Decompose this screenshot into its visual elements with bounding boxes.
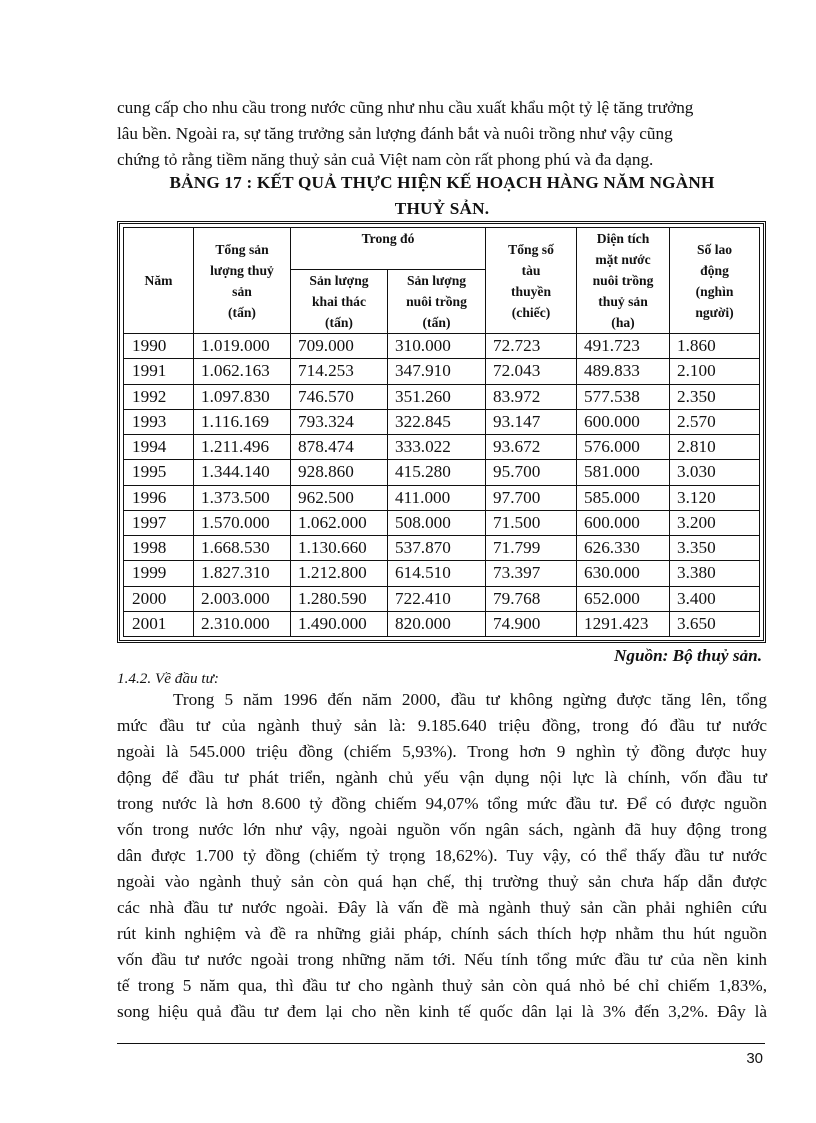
- cell-catch: 962.500: [291, 485, 388, 510]
- cell-total: 1.827.310: [194, 561, 291, 586]
- cell-boats: 93.672: [486, 435, 577, 460]
- intro-paragraph: [117, 95, 767, 173]
- header-aquaculture: Sản lượng nuôi trồng (tấn): [388, 270, 486, 334]
- cell-year: 1991: [124, 359, 194, 384]
- cell-aquaculture: 508.000: [388, 510, 486, 535]
- table-row: [124, 611, 760, 636]
- body-line: vốn trong nước lớn như vậy, ngoài nguồn vốn ngân sách, ngành đã huy động trong: [117, 820, 767, 839]
- cell-total: 1.097.830: [194, 384, 291, 409]
- body-line: rút kinh nghiệm và đề ra những giải pháp, chính sách thích hợp nhằm thu hút nguồn: [117, 924, 767, 943]
- cell-total: 1.373.500: [194, 485, 291, 510]
- cell-total: 1.116.169: [194, 409, 291, 434]
- cell-boats: 93.147: [486, 409, 577, 434]
- table-row: [124, 510, 760, 535]
- table-row: [124, 586, 760, 611]
- cell-aquaculture: 537.870: [388, 536, 486, 561]
- cell-boats: 97.700: [486, 485, 577, 510]
- cell-labor: 3.350: [670, 536, 760, 561]
- body-line: ngoài vào ngành thuỷ sản còn quá hạn chế, thị trường thuỷ sản chưa hấp dẫn được: [117, 872, 767, 891]
- cell-boats: 71.500: [486, 510, 577, 535]
- cell-labor: 2.100: [670, 359, 760, 384]
- cell-labor: 3.200: [670, 510, 760, 535]
- body-line: động để đầu tư phát triển, ngành chủ yếu vận dụng nội lực là chính, vốn đầu tư: [117, 768, 767, 787]
- header-area: Diện tích mặt nước nuôi trồng thuỷ sản (ha): [577, 228, 670, 334]
- cell-labor: 3.650: [670, 611, 760, 636]
- table-title: [117, 170, 767, 222]
- cell-labor: 1.860: [670, 334, 760, 359]
- table-title-line: THUỶ SẢN.: [394, 199, 490, 218]
- table-row: [124, 460, 760, 485]
- cell-area: 1291.423: [577, 611, 670, 636]
- cell-catch: 714.253: [291, 359, 388, 384]
- header-year: Năm: [124, 228, 194, 334]
- cell-boats: 72.723: [486, 334, 577, 359]
- cell-total: 2.310.000: [194, 611, 291, 636]
- table-row: [124, 359, 760, 384]
- cell-aquaculture: 322.845: [388, 409, 486, 434]
- cell-area: 600.000: [577, 409, 670, 434]
- body-line: ngoài là 545.000 triệu đồng (chiếm 5,93%). Trong hơn 9 nghìn tỷ đồng được huy: [117, 742, 767, 761]
- table-title-line: BẢNG 17 : KẾT QUẢ THỰC HIỆN KẾ HOẠCH HÀNG NĂM NGÀNH: [169, 173, 715, 192]
- cell-boats: 73.397: [486, 561, 577, 586]
- cell-catch: 878.474: [291, 435, 388, 460]
- cell-boats: 74.900: [486, 611, 577, 636]
- cell-year: 1998: [124, 536, 194, 561]
- header-of-which: Trong đó: [291, 228, 486, 270]
- cell-year: 1999: [124, 561, 194, 586]
- cell-catch: 1.280.590: [291, 586, 388, 611]
- cell-area: 576.000: [577, 435, 670, 460]
- cell-labor: 3.380: [670, 561, 760, 586]
- cell-catch: 1.130.660: [291, 536, 388, 561]
- cell-area: 626.330: [577, 536, 670, 561]
- table-row: [124, 536, 760, 561]
- cell-aquaculture: 722.410: [388, 586, 486, 611]
- cell-boats: 72.043: [486, 359, 577, 384]
- header-catch: Sản lượng khai thác (tấn): [291, 270, 388, 334]
- header-total-output: Tổng sản lượng thuỷ sản (tấn): [194, 228, 291, 334]
- body-line: tế trong 5 năm qua, thì đầu tư cho ngành thuỷ sản còn quá nhỏ bé chỉ chiếm 1,83%,: [117, 976, 767, 995]
- cell-total: 1.062.163: [194, 359, 291, 384]
- cell-total: 1.211.496: [194, 435, 291, 460]
- cell-year: 1997: [124, 510, 194, 535]
- cell-labor: 2.570: [670, 409, 760, 434]
- body-line: dân được 1.700 tỷ đồng (chiếm tỷ trọng 18,62%). Tuy vậy, có thể thấy đầu tư nước: [117, 846, 767, 865]
- page-number: 30: [746, 1050, 763, 1067]
- body-line: vốn đầu tư nước ngoài trong những năm tới. Nếu tính tổng mức đầu tư của nền kinh: [117, 950, 767, 969]
- fisheries-table: [123, 227, 760, 637]
- table-row: [124, 561, 760, 586]
- cell-catch: 793.324: [291, 409, 388, 434]
- cell-labor: 3.120: [670, 485, 760, 510]
- cell-year: 2001: [124, 611, 194, 636]
- cell-aquaculture: 310.000: [388, 334, 486, 359]
- table-row: [124, 485, 760, 510]
- cell-year: 1995: [124, 460, 194, 485]
- cell-aquaculture: 415.280: [388, 460, 486, 485]
- header-boats: Tổng số tàu thuyền (chiếc): [486, 228, 577, 334]
- cell-aquaculture: 347.910: [388, 359, 486, 384]
- cell-labor: 3.400: [670, 586, 760, 611]
- cell-catch: 709.000: [291, 334, 388, 359]
- cell-area: 585.000: [577, 485, 670, 510]
- cell-boats: 83.972: [486, 384, 577, 409]
- cell-total: 1.668.530: [194, 536, 291, 561]
- intro-line: cung cấp cho nhu cầu trong nước cũng như nhu cầu xuất khẩu một tỷ lệ tăng trưởng: [117, 98, 694, 117]
- cell-total: 1.019.000: [194, 334, 291, 359]
- cell-total: 1.570.000: [194, 510, 291, 535]
- header-labor: Số lao động (nghìn người): [670, 228, 760, 334]
- cell-year: 1993: [124, 409, 194, 434]
- body-line: các nhà đầu tư nước ngoài. Đây là vấn đề mà ngành thuỷ sản cần phải nghiên cứu: [117, 898, 767, 917]
- cell-boats: 79.768: [486, 586, 577, 611]
- footer-divider: [117, 1043, 765, 1044]
- cell-year: 1990: [124, 334, 194, 359]
- cell-labor: 2.350: [670, 384, 760, 409]
- cell-area: 577.538: [577, 384, 670, 409]
- cell-area: 491.723: [577, 334, 670, 359]
- cell-labor: 3.030: [670, 460, 760, 485]
- cell-aquaculture: 614.510: [388, 561, 486, 586]
- cell-aquaculture: 351.260: [388, 384, 486, 409]
- cell-aquaculture: 411.000: [388, 485, 486, 510]
- cell-year: 2000: [124, 586, 194, 611]
- cell-year: 1994: [124, 435, 194, 460]
- body-line: trong nước là hơn 8.600 tỷ đồng chiếm 94,07% tổng mức đầu tư. Để có được nguồn: [117, 794, 767, 813]
- cell-catch: 1.062.000: [291, 510, 388, 535]
- cell-area: 600.000: [577, 510, 670, 535]
- cell-total: 2.003.000: [194, 586, 291, 611]
- cell-aquaculture: 820.000: [388, 611, 486, 636]
- cell-boats: 71.799: [486, 536, 577, 561]
- cell-area: 630.000: [577, 561, 670, 586]
- cell-catch: 1.490.000: [291, 611, 388, 636]
- cell-year: 1992: [124, 384, 194, 409]
- cell-catch: 1.212.800: [291, 561, 388, 586]
- body-line: Trong 5 năm 1996 đến năm 2000, đầu tư không ngừng được tăng lên, tổng: [173, 690, 767, 709]
- cell-total: 1.344.140: [194, 460, 291, 485]
- body-line: mức đầu tư của ngành thuỷ sản là: 9.185.640 triệu đồng, trong đó đầu tư nước: [117, 716, 767, 735]
- intro-line: lâu bền. Ngoài ra, sự tăng trưởng sản lượng đánh bắt và nuôi trồng như vậy cũng: [117, 124, 673, 143]
- body-line: song hiệu quả đầu tư đem lại cho nền kinh tế quốc dân lại là 3% đến 3,2%. Đây là: [117, 1002, 767, 1021]
- fisheries-table-frame: [117, 221, 766, 643]
- table-row: [124, 384, 760, 409]
- section-heading: 1.4.2. Về đầu tư:: [117, 670, 219, 687]
- cell-boats: 95.700: [486, 460, 577, 485]
- cell-labor: 2.810: [670, 435, 760, 460]
- table-source: Nguồn: Bộ thuỷ sản.: [613, 646, 762, 665]
- cell-catch: 746.570: [291, 384, 388, 409]
- cell-catch: 928.860: [291, 460, 388, 485]
- cell-area: 581.000: [577, 460, 670, 485]
- cell-area: 652.000: [577, 586, 670, 611]
- cell-year: 1996: [124, 485, 194, 510]
- cell-aquaculture: 333.022: [388, 435, 486, 460]
- table-row: [124, 409, 760, 434]
- investment-paragraph: [117, 687, 767, 1025]
- intro-line: chứng tỏ rằng tiềm năng thuỷ sản cuả Việt nam còn rất phong phú và đa dạng.: [117, 150, 654, 169]
- table-row: [124, 435, 760, 460]
- table-row: [124, 334, 760, 359]
- cell-area: 489.833: [577, 359, 670, 384]
